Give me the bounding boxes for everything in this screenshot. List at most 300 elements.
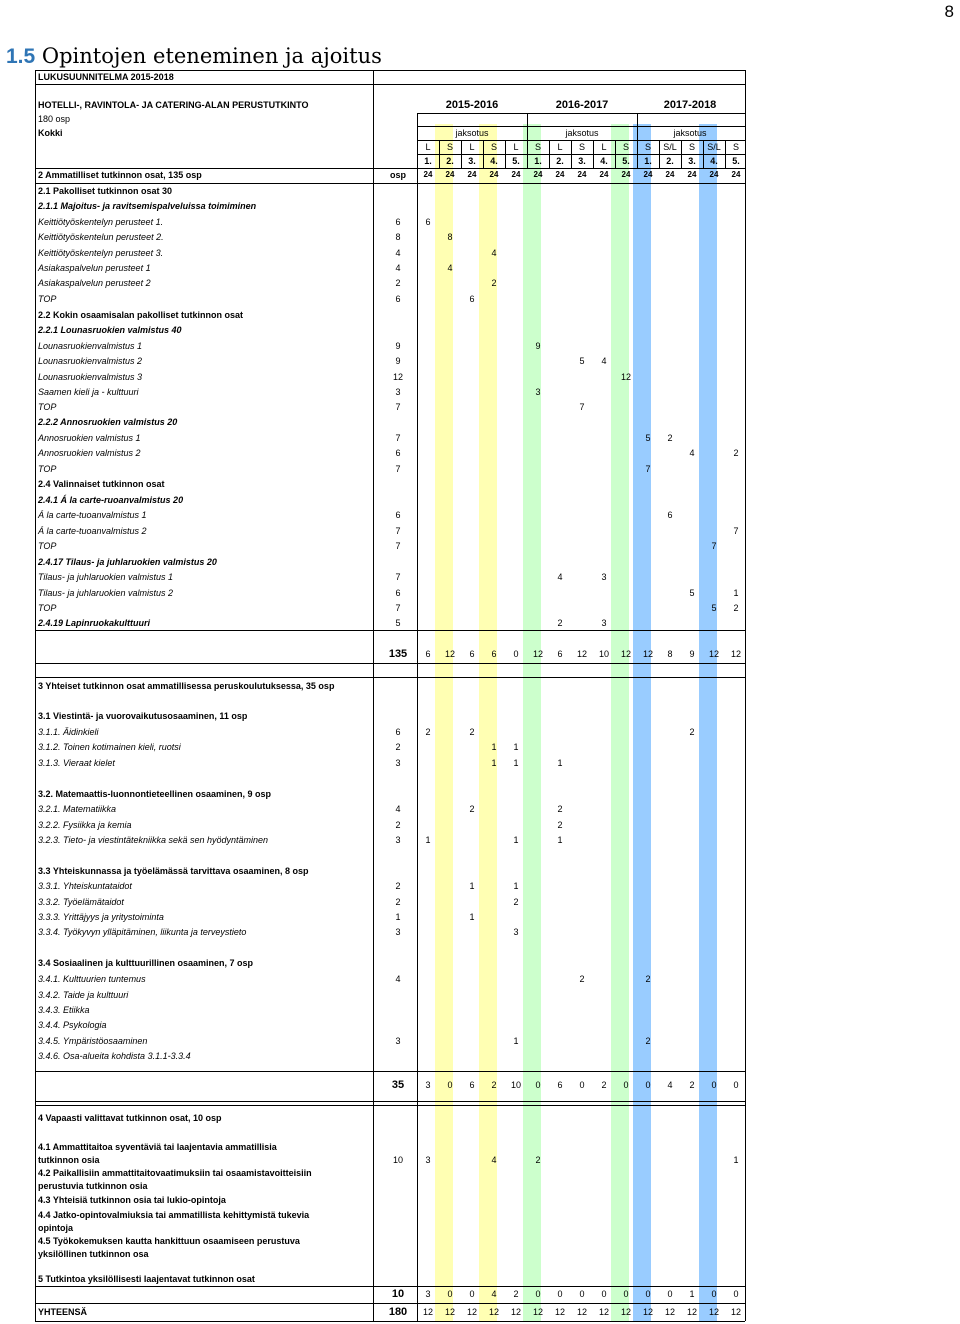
course-row-label: Annosruokien valmistus 1 xyxy=(38,433,141,443)
vapaasti-total-value: 1 xyxy=(689,1289,695,1299)
period-weeks: 24 xyxy=(533,170,543,179)
period-value: 5 xyxy=(579,356,585,366)
period-weeks: 24 xyxy=(511,170,521,179)
period-value: 1 xyxy=(513,758,519,768)
grid-line xyxy=(659,140,660,168)
vapaasti-row-label: 4.5 Työkokemuksen kautta hankittuun osaamiseen perustuva xyxy=(38,1236,300,1246)
period-value: 4 xyxy=(447,263,453,273)
vapaasti-total-value: 0 xyxy=(447,1289,453,1299)
shaded-column xyxy=(633,124,654,1321)
vapaasti-row-label: perustuvia tutkinnon osia xyxy=(38,1181,148,1191)
period-value: 2 xyxy=(689,727,695,737)
grid-line xyxy=(35,663,745,664)
period-value: 2 xyxy=(425,727,431,737)
course-osp: 1 xyxy=(395,912,401,922)
course-osp: 4 xyxy=(395,248,401,258)
page-number: 8 xyxy=(944,2,954,21)
period-weeks: 24 xyxy=(665,170,675,179)
yksilollisesti-title: 5 Tutkintoa yksilöllisesti laajentavat tutkinnon osat xyxy=(38,1274,255,1284)
course-osp: 6 xyxy=(395,294,401,304)
period-value: 1 xyxy=(733,588,739,598)
ammatilliset-total-value: 6 xyxy=(469,649,475,659)
period-value: 9 xyxy=(535,341,541,351)
yhteiset-total-value: 0 xyxy=(711,1080,717,1090)
course-osp: 6 xyxy=(395,448,401,458)
grand-total-value: 12 xyxy=(510,1307,522,1317)
course-row-label: Tilaus- ja juhlaruokien valmistus 2 xyxy=(38,588,173,598)
period-value: 1 xyxy=(491,742,497,752)
grand-total-value: 12 xyxy=(598,1307,610,1317)
course-row-label: 2.4.1 Á la carte-ruoanvalmistus 20 xyxy=(38,495,184,505)
course-row-label: 2.4 Valinnaiset tutkinnon osat xyxy=(38,479,165,489)
period-number: 2. xyxy=(666,156,674,166)
course-row-label: Saamen kieli ja - kulttuuri xyxy=(38,387,139,397)
course-row-label: TOP xyxy=(38,294,57,304)
grid-line xyxy=(417,113,745,114)
vapaasti-total-value: 0 xyxy=(667,1289,673,1299)
jaksotus-label: jaksotus xyxy=(673,128,707,138)
course-osp: 7 xyxy=(395,433,401,443)
grand-total-value: 12 xyxy=(642,1307,654,1317)
course-osp: 4 xyxy=(395,804,401,814)
period-season: L xyxy=(557,142,563,152)
shaded-column xyxy=(435,124,456,1321)
plan-title: LUKUSUUNNITELMA 2015-2018 xyxy=(38,72,174,82)
section-number: 1.5 xyxy=(6,45,36,68)
course-osp: 7 xyxy=(395,526,401,536)
period-season: L xyxy=(601,142,607,152)
yhteiset-total-value: 2 xyxy=(689,1080,695,1090)
period-season: L xyxy=(513,142,519,152)
degree-name: HOTELLI-, RAVINTOLA- JA CATERING-ALAN PERUSTUTKINTO xyxy=(38,100,309,110)
grid-line xyxy=(637,140,638,168)
period-weeks: 24 xyxy=(643,170,653,179)
grid-line xyxy=(593,140,594,168)
course-osp: 5 xyxy=(395,618,401,628)
course-osp: 2 xyxy=(395,278,401,288)
table-border xyxy=(35,1321,745,1322)
period-value: 4 xyxy=(491,1155,497,1165)
course-osp: 6 xyxy=(395,588,401,598)
course-row-label: 3.3 Yhteiskunnassa ja työelämässä tarvittava osaaminen, 8 osp xyxy=(38,866,309,876)
course-osp: 4 xyxy=(395,974,401,984)
shaded-column xyxy=(523,124,544,1321)
period-value: 1 xyxy=(513,1036,519,1046)
period-number: 5. xyxy=(512,156,520,166)
course-row-label: 3.1 Viestintä- ja vuorovaikutusosaaminen, 11 osp xyxy=(38,711,248,721)
course-row-label: 3.4.4. Psykologia xyxy=(38,1020,107,1030)
yhteiset-total-value: 6 xyxy=(469,1080,475,1090)
period-value: 2 xyxy=(733,603,739,613)
vapaasti-total-value: 0 xyxy=(623,1289,629,1299)
course-osp: 7 xyxy=(395,572,401,582)
course-row-label: 3.2.2. Fysiikka ja kemia xyxy=(38,820,132,830)
course-row-label: 3.2. Matemaattis-luonnontieteellinen osaaminen, 9 osp xyxy=(38,789,272,799)
period-value: 5 xyxy=(689,588,695,598)
period-weeks: 24 xyxy=(599,170,609,179)
period-season: S xyxy=(622,142,630,152)
period-value: 5 xyxy=(645,433,651,443)
grid-line xyxy=(417,113,418,1321)
section-title xyxy=(6,44,382,69)
period-weeks: 24 xyxy=(731,170,741,179)
yhteiset-total-value: 0 xyxy=(645,1080,651,1090)
course-osp: 3 xyxy=(395,1036,401,1046)
period-value: 2 xyxy=(557,618,563,628)
period-season: S/L xyxy=(707,142,721,152)
course-row-label: 2.4.19 Lapinruokakulttuuri xyxy=(38,618,151,628)
period-season: S xyxy=(578,142,586,152)
vapaasti-row-label: opintoja xyxy=(38,1223,73,1233)
grid-line xyxy=(35,630,745,631)
yhteiset-total-value: 0 xyxy=(623,1080,629,1090)
vapaasti-row-label: yksilöllinen tutkinnon osa xyxy=(38,1249,149,1259)
course-row-label: TOP xyxy=(38,541,57,551)
period-value: 1 xyxy=(513,742,519,752)
vapaasti-total-value: 0 xyxy=(711,1289,717,1299)
period-value: 2 xyxy=(579,974,585,984)
course-row-label: Lounasruokienvalmistus 1 xyxy=(38,341,143,351)
course-row-label: Asiakaspalvelun perusteet 2 xyxy=(38,278,151,288)
period-season: S xyxy=(490,142,498,152)
shaded-column xyxy=(479,124,500,1321)
course-row-label: 3.4.1. Kulttuurien tuntemus xyxy=(38,974,146,984)
course-row-label: 2.2.2 Annosruokien valmistus 20 xyxy=(38,417,178,427)
course-row-label: Tilaus- ja juhlaruokien valmistus 1 xyxy=(38,572,173,582)
qualification-name: Kokki xyxy=(38,128,63,138)
yhteiset-total-value: 2 xyxy=(491,1080,497,1090)
course-osp: 12 xyxy=(392,372,404,382)
course-osp: 2 xyxy=(395,820,401,830)
jaksotus-label: jaksotus xyxy=(565,128,599,138)
ammatilliset-total-value: 12 xyxy=(642,649,654,659)
course-row-label: 3.2.3. Tieto- ja viestintätekniikka sekä sen hyödyntäminen xyxy=(38,835,269,845)
period-number: 4. xyxy=(600,156,608,166)
grid-line xyxy=(681,140,682,168)
vapaasti-row-label: 4.1 Ammattitaitoa syventäviä tai laajentavia ammatillisia xyxy=(38,1142,277,1152)
yhteiset-total-value: 3 xyxy=(425,1080,431,1090)
period-value: 6 xyxy=(425,217,431,227)
course-row-label: 2.2 Kokin osaamisalan pakolliset tutkinnon osat xyxy=(38,310,244,320)
period-value: 7 xyxy=(733,526,739,536)
course-row-label: 3.4 Sosiaalinen ja kulttuurillinen osaaminen, 7 osp xyxy=(38,958,254,968)
period-value: 2 xyxy=(491,278,497,288)
period-value: 2 xyxy=(557,804,563,814)
study-plan-table xyxy=(35,70,745,1322)
ammatilliset-total-value: 6 xyxy=(557,649,563,659)
course-row-label: Asiakaspalvelun perusteet 1 xyxy=(38,263,151,273)
course-row-label: 3.4.3. Etiikka xyxy=(38,1005,90,1015)
school-year: 2016-2017 xyxy=(555,99,609,111)
course-osp: 3 xyxy=(395,387,401,397)
period-season: S xyxy=(732,142,740,152)
period-value: 1 xyxy=(513,835,519,845)
ammatilliset-total-value: 0 xyxy=(513,649,519,659)
grand-total-value: 12 xyxy=(686,1307,698,1317)
period-number: 1. xyxy=(644,156,652,166)
course-osp: 3 xyxy=(395,758,401,768)
yhteiset-total-value: 0 xyxy=(447,1080,453,1090)
degree-scope: 180 osp xyxy=(38,114,71,124)
grid-line xyxy=(35,84,745,85)
period-value: 3 xyxy=(535,387,541,397)
vapaasti-total-value: 0 xyxy=(645,1289,651,1299)
vapaasti-total-value: 0 xyxy=(469,1289,475,1299)
period-number: 3. xyxy=(468,156,476,166)
shaded-column xyxy=(611,124,632,1321)
period-value: 4 xyxy=(491,248,497,258)
yhteiset-total-value: 10 xyxy=(510,1080,522,1090)
period-value: 2 xyxy=(645,1036,651,1046)
shaded-column xyxy=(699,124,720,1321)
grand-total-value: 12 xyxy=(422,1307,434,1317)
school-year: 2017-2018 xyxy=(663,99,717,111)
course-osp: 9 xyxy=(395,341,401,351)
course-row-label: 3.3.4. Työkyvyn ylläpitäminen, liikunta ja terveystieto xyxy=(38,927,247,937)
period-weeks: 24 xyxy=(445,170,455,179)
period-weeks: 24 xyxy=(709,170,719,179)
period-season: L xyxy=(425,142,431,152)
grid-line xyxy=(703,140,704,168)
yhteiset-title: 3 Yhteiset tutkinnon osat ammatillisessa peruskoulutuksessa, 35 osp xyxy=(38,681,335,691)
period-weeks: 24 xyxy=(577,170,587,179)
period-value: 2 xyxy=(667,433,673,443)
period-number: 2. xyxy=(556,156,564,166)
ammatilliset-total-value: 6 xyxy=(491,649,497,659)
grid-line xyxy=(461,140,462,168)
period-season: S/L xyxy=(663,142,677,152)
period-number: 5. xyxy=(622,156,630,166)
grid-line xyxy=(35,677,745,678)
period-number: 2. xyxy=(446,156,454,166)
period-value: 7 xyxy=(645,464,651,474)
course-row-label: Annosruokien valmistus 2 xyxy=(38,448,141,458)
grid-line xyxy=(373,70,374,1321)
vapaasti-total-value: 0 xyxy=(733,1289,739,1299)
period-value: 7 xyxy=(579,402,585,412)
course-osp: 7 xyxy=(395,402,401,412)
school-year: 2015-2016 xyxy=(445,99,499,111)
ammatilliset-total-value: 12 xyxy=(620,649,632,659)
grid-line xyxy=(615,140,616,168)
grid-line xyxy=(35,1101,745,1102)
period-value: 3 xyxy=(425,1155,431,1165)
course-osp: 7 xyxy=(395,603,401,613)
course-row-label: Á la carte-tuoanvalmistus 1 xyxy=(38,510,147,520)
course-osp: 9 xyxy=(395,356,401,366)
grand-total-value: 12 xyxy=(444,1307,456,1317)
grid-line xyxy=(35,1286,745,1287)
grid-line xyxy=(725,140,726,168)
course-row-label: 3.3.1. Yhteiskuntataidot xyxy=(38,881,132,891)
course-osp: 10 xyxy=(392,1155,404,1165)
course-row-label: 3.4.6. Osa-alueita kohdista 3.1.1-3.3.4 xyxy=(38,1051,191,1061)
period-value: 2 xyxy=(557,820,563,830)
period-value: 6 xyxy=(667,510,673,520)
course-osp: 3 xyxy=(395,835,401,845)
period-value: 1 xyxy=(491,758,497,768)
yhteiset-total-osp: 35 xyxy=(391,1079,405,1091)
ammatilliset-total-value: 6 xyxy=(425,649,431,659)
period-season: S xyxy=(446,142,454,152)
vapaasti-total-value: 0 xyxy=(601,1289,607,1299)
grid-line xyxy=(35,1303,745,1304)
yhteiset-total-value: 0 xyxy=(579,1080,585,1090)
grid-line xyxy=(549,140,550,168)
period-season: S xyxy=(688,142,696,152)
course-row-label: TOP xyxy=(38,464,57,474)
course-row-label: 2.2.1 Lounasruokien valmistus 40 xyxy=(38,325,182,335)
period-number: 3. xyxy=(578,156,586,166)
course-osp: 2 xyxy=(395,881,401,891)
vapaasti-row-label: tutkinnon osia xyxy=(38,1155,100,1165)
grand-total-osp: 180 xyxy=(388,1306,408,1318)
period-value: 12 xyxy=(620,372,632,382)
period-number: 1. xyxy=(534,156,542,166)
vapaasti-row-label: 4.3 Yhteisiä tutkinnon osia tai lukio-opintoja xyxy=(38,1195,226,1205)
period-value: 4 xyxy=(689,448,695,458)
course-row-label: 3.4.5. Ympäristöosaaminen xyxy=(38,1036,148,1046)
course-row-label: Á la carte-tuoanvalmistus 2 xyxy=(38,526,147,536)
course-osp: 8 xyxy=(395,232,401,242)
period-number: 4. xyxy=(490,156,498,166)
vapaasti-title: 4 Vapaasti valittavat tutkinnon osat, 10 osp xyxy=(38,1113,222,1123)
course-osp: 7 xyxy=(395,464,401,474)
period-value: 7 xyxy=(711,541,717,551)
grand-total-value: 12 xyxy=(466,1307,478,1317)
course-osp: 4 xyxy=(395,263,401,273)
grand-total-value: 12 xyxy=(576,1307,588,1317)
period-weeks: 24 xyxy=(489,170,499,179)
period-value: 1 xyxy=(469,912,475,922)
course-row-label: 3.3.2. Työelämätaidot xyxy=(38,897,124,907)
course-row-label: 2.1 Pakolliset tutkinnon osat 30 xyxy=(38,186,173,196)
vapaasti-total-value: 0 xyxy=(535,1289,541,1299)
period-weeks: 24 xyxy=(555,170,565,179)
course-row-label: 2.1.1 Majoitus- ja ravitsemispalveluissa toimiminen xyxy=(38,201,257,211)
period-number: 1. xyxy=(424,156,432,166)
period-value: 3 xyxy=(513,927,519,937)
period-value: 1 xyxy=(425,835,431,845)
period-number: 4. xyxy=(710,156,718,166)
grand-total-label: YHTEENSÄ xyxy=(38,1307,88,1317)
ammatilliset-total-value: 8 xyxy=(667,649,673,659)
ammatilliset-total-value: 10 xyxy=(598,649,610,659)
period-value: 6 xyxy=(469,294,475,304)
vapaasti-total-value: 4 xyxy=(491,1289,497,1299)
course-row-label: 3.4.2. Taide ja kulttuuri xyxy=(38,990,129,1000)
period-value: 2 xyxy=(469,727,475,737)
grand-total-value: 12 xyxy=(488,1307,500,1317)
grid-line xyxy=(571,140,572,168)
course-row-label: Lounasruokienvalmistus 3 xyxy=(38,372,143,382)
vapaasti-total-value: 0 xyxy=(579,1289,585,1299)
period-value: 2 xyxy=(469,804,475,814)
period-season: L xyxy=(469,142,475,152)
vapaasti-total-value: 2 xyxy=(513,1289,519,1299)
grid-line xyxy=(439,140,440,168)
period-number: 3. xyxy=(688,156,696,166)
yhteiset-total-value: 2 xyxy=(601,1080,607,1090)
grid-line xyxy=(483,140,484,168)
period-value: 3 xyxy=(601,572,607,582)
course-row-label: TOP xyxy=(38,603,57,613)
period-value: 2 xyxy=(513,897,519,907)
jaksotus-label: jaksotus xyxy=(455,128,489,138)
course-row-label: 3.1.3. Vieraat kielet xyxy=(38,758,115,768)
period-value: 4 xyxy=(601,356,607,366)
period-value: 5 xyxy=(711,603,717,613)
course-osp: 3 xyxy=(395,927,401,937)
ammatilliset-total-value: 12 xyxy=(708,649,720,659)
period-value: 2 xyxy=(645,974,651,984)
grid-line xyxy=(527,140,528,168)
grid-line xyxy=(35,1105,745,1106)
vapaasti-total-value: 3 xyxy=(425,1289,431,1299)
course-row-label: 3.1.1. Äidinkieli xyxy=(38,727,99,737)
yhteiset-total-value: 0 xyxy=(733,1080,739,1090)
course-row-label: 3.2.1. Matematiikka xyxy=(38,804,117,814)
vapaasti-row-label: 4.2 Paikallisiin ammattitaitovaatimuksiin tai osaamistavoitteisiin xyxy=(38,1168,312,1178)
period-weeks: 24 xyxy=(423,170,433,179)
period-value: 3 xyxy=(601,618,607,628)
yhteiset-total-value: 0 xyxy=(535,1080,541,1090)
section-title-text: Opintojen eteneminen ja ajoitus xyxy=(41,44,382,68)
period-value: 1 xyxy=(557,758,563,768)
ammatilliset-total-value: 9 xyxy=(689,649,695,659)
course-osp: 6 xyxy=(395,217,401,227)
period-weeks: 24 xyxy=(687,170,697,179)
ammatilliset-total-value: 12 xyxy=(730,649,742,659)
table-border xyxy=(35,70,36,1321)
course-row-label: 3.3.3. Yrittäjyys ja yritystoiminta xyxy=(38,912,164,922)
course-row-label: Lounasruokienvalmistus 2 xyxy=(38,356,143,366)
osp-header: osp xyxy=(389,170,407,180)
grand-total-value: 12 xyxy=(708,1307,720,1317)
period-value: 1 xyxy=(469,881,475,891)
ammatilliset-total-value: 12 xyxy=(576,649,588,659)
course-row-label: 3.1.2. Toinen kotimainen kieli, ruotsi xyxy=(38,742,181,752)
period-value: 1 xyxy=(733,1155,739,1165)
period-value: 2 xyxy=(535,1155,541,1165)
period-value: 2 xyxy=(733,448,739,458)
course-row-label: Keittiötyöskentelun perusteet 2. xyxy=(38,232,164,242)
course-osp: 6 xyxy=(395,510,401,520)
ammatilliset-total-osp: 135 xyxy=(388,648,408,660)
grand-total-value: 12 xyxy=(730,1307,742,1317)
course-row-label: TOP xyxy=(38,402,57,412)
period-value: 1 xyxy=(557,835,563,845)
grid-line xyxy=(35,1071,745,1072)
period-number: 5. xyxy=(732,156,740,166)
yhteiset-total-value: 6 xyxy=(557,1080,563,1090)
course-osp: 7 xyxy=(395,541,401,551)
vapaasti-total-osp: 10 xyxy=(391,1288,405,1300)
ammatilliset-total-value: 12 xyxy=(444,649,456,659)
ammatilliset-title: 2 Ammatilliset tutkinnon osat, 135 osp xyxy=(38,170,202,180)
table-border xyxy=(745,70,746,1321)
period-value: 8 xyxy=(447,232,453,242)
grand-total-value: 12 xyxy=(664,1307,676,1317)
course-row-label: Keittiötyöskentelyn perusteet 3. xyxy=(38,248,164,258)
period-season: S xyxy=(644,142,652,152)
grand-total-value: 12 xyxy=(554,1307,566,1317)
vapaasti-total-value: 0 xyxy=(557,1289,563,1299)
period-value: 1 xyxy=(513,881,519,891)
course-osp: 2 xyxy=(395,742,401,752)
ammatilliset-total-value: 12 xyxy=(532,649,544,659)
grid-line xyxy=(505,140,506,168)
